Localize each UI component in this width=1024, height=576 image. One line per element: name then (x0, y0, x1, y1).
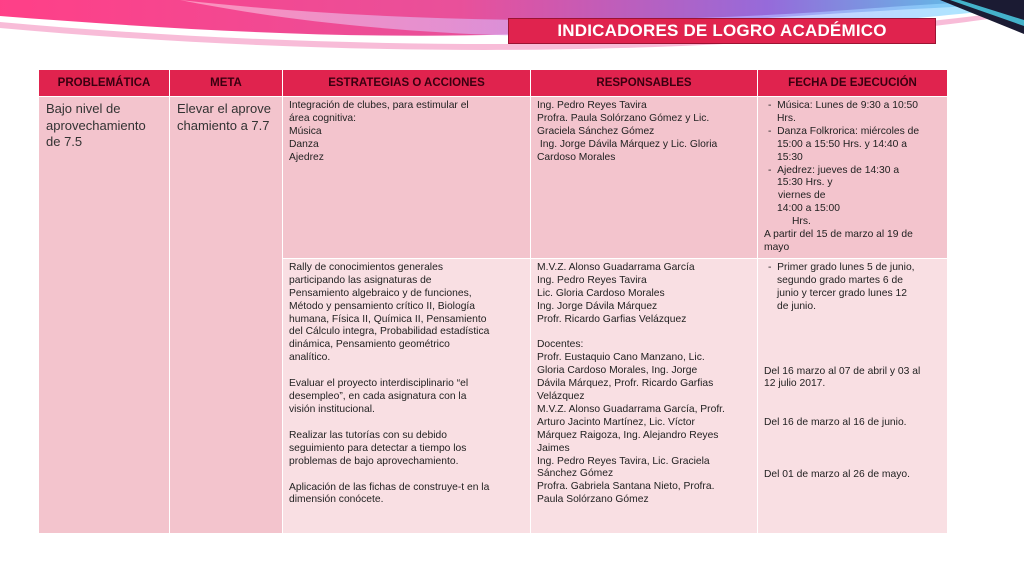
text-line: Aplicación de las fichas de construye-t en la (289, 481, 490, 493)
text-line: de junio. (777, 300, 816, 312)
page-title: INDICADORES DE LOGRO ACADÉMICO (508, 18, 936, 44)
text-line: Realizar las tutorías con su debido (289, 429, 447, 441)
fecha-cell (758, 258, 948, 533)
meta-cell (170, 97, 283, 534)
text-line: Sánchez Gómez (537, 468, 614, 480)
text-line: problemas de bajo aprovechamiento. (289, 455, 459, 467)
text-line: participando las asignaturas de (289, 274, 432, 286)
header-meta: META (170, 70, 283, 97)
meta-text: Elevar el aprovechamiento a 7.7 (177, 101, 271, 133)
text-line: Del 16 marzo al 07 de abril y 03 al (764, 365, 921, 377)
text-line: Velázquez (537, 391, 585, 403)
text-line: Ing. Pedro Reyes Tavira (537, 100, 647, 111)
text-line: visión institucional. (289, 403, 375, 415)
text-line: Del 01 de marzo al 26 de mayo. (764, 469, 910, 481)
text-line: M.V.Z. Alonso Guadarrama García, Profr. (537, 403, 725, 415)
text-line: Ajedrez (289, 151, 324, 163)
text-line: Docentes: (537, 339, 584, 351)
text-line: Pensamiento algebraico y de funciones, (289, 287, 472, 299)
fecha-cell (758, 97, 948, 259)
text-line: Ing. Pedro Reyes Tavira, Lic. Graciela (537, 455, 710, 467)
header-responsables: RESPONSABLES (531, 70, 758, 97)
problematica-cell (39, 97, 170, 534)
text-line: 15:30 (777, 151, 803, 163)
text-line: Integración de clubes, para estimular el (289, 100, 469, 111)
text-line: 12 julio 2017. (764, 378, 826, 390)
header-estrategias: ESTRATEGIAS O ACCIONES (283, 70, 531, 97)
text-line: viernes de (778, 190, 826, 202)
text-line: Gloria Cardoso Morales, Ing. Jorge (537, 365, 698, 377)
responsables-cell (531, 258, 758, 533)
text-line: A partir del 15 de marzo al 19 de (764, 229, 913, 241)
text-line: Ing. Pedro Reyes Tavira (537, 274, 647, 286)
bullet-item: - Música: Lunes de 9:30 a 10:50 (768, 100, 918, 111)
text-line: 15:00 a 15:50 Hrs. y 14:40 a (777, 138, 907, 150)
bullet-item: - Danza Folkrorica: miércoles de (768, 125, 920, 137)
text-line: Hrs. (777, 112, 796, 124)
text-line: desempleo”, en cada asignatura con la (289, 391, 467, 403)
text-line: seguimiento para detectar a tiempo los (289, 442, 467, 454)
text-line: Ing. Jorge Dávila Márquez (537, 300, 658, 312)
text-line: Profr. Eustaquio Cano Manzano, Lic. (537, 352, 705, 364)
text-line: junio y tercer grado lunes 12 (777, 287, 907, 299)
text-line: Danza (289, 138, 319, 150)
problematica-text: Bajo nivel de aprovechamiento de 7.5 (46, 101, 146, 149)
text-line: Graciela Sánchez Gómez (537, 125, 655, 137)
text-line: Hrs. (792, 216, 811, 228)
estrategias-cell (283, 258, 531, 533)
header-problematica: PROBLEMÁTICA (39, 70, 170, 97)
text-line: Jaimes (537, 442, 570, 454)
text-line: Del 16 de marzo al 16 de junio. (764, 417, 907, 429)
text-line: 14:00 a 15:00 (777, 203, 840, 215)
bullet-item: - Ajedrez: jueves de 14:30 a (768, 164, 900, 176)
text-line: Método y pensamiento crítico II, Biología (289, 300, 476, 312)
text-line: Paula Solórzano Gómez (537, 494, 649, 506)
text-line: analítico. (289, 352, 331, 364)
text-line: Profr. Ricardo Garfias Velázquez (537, 313, 687, 325)
text-line: Música (289, 125, 322, 137)
text-line: Profra. Paula Solórzano Gómez y Lic. (537, 112, 710, 124)
bullet-item: - Primer grado lunes 5 de junio, (768, 261, 915, 273)
text-line: dinámica, Pensamiento geométrico (289, 339, 450, 351)
header-fecha: FECHA DE EJECUCIÓN (758, 70, 948, 97)
header-row (39, 70, 948, 97)
text-line: M.V.Z. Alonso Guadarrama García (537, 261, 695, 273)
text-line: Evaluar el proyecto interdisciplinario “el (289, 378, 469, 390)
text-line: humana, Física II, Química II, Pensamiento (289, 313, 487, 325)
text-line: 15:30 Hrs. y (777, 177, 833, 189)
text-line: Cardoso Morales (537, 151, 616, 163)
indicators-table (38, 69, 948, 534)
text-line: dimensión conócete. (289, 494, 384, 506)
text-line: Rally de conocimientos generales (289, 261, 443, 273)
responsables-cell (531, 97, 758, 259)
text-line: mayo (764, 241, 790, 253)
text-line: del Cálculo integra, Probabilidad estadística (289, 326, 490, 338)
text-line: Arturo Jacinto Martínez, Lic. Víctor (537, 416, 695, 428)
text-line: Márquez Raigoza, Ing. Alejandro Reyes (537, 429, 719, 441)
text-line: segundo grado martes 6 de (777, 274, 903, 286)
text-line: Profra. Gabriela Santana Nieto, Profra. (537, 481, 715, 493)
text-line: área cognitiva: (289, 112, 356, 124)
text-line: Lic. Gloria Cardoso Morales (537, 287, 665, 299)
text-line: Dávila Márquez, Profr. Ricardo Garfias (537, 378, 714, 390)
estrategias-cell (283, 97, 531, 259)
text-line: Ing. Jorge Dávila Márquez y Lic. Gloria (537, 138, 718, 150)
table-row (39, 97, 948, 259)
